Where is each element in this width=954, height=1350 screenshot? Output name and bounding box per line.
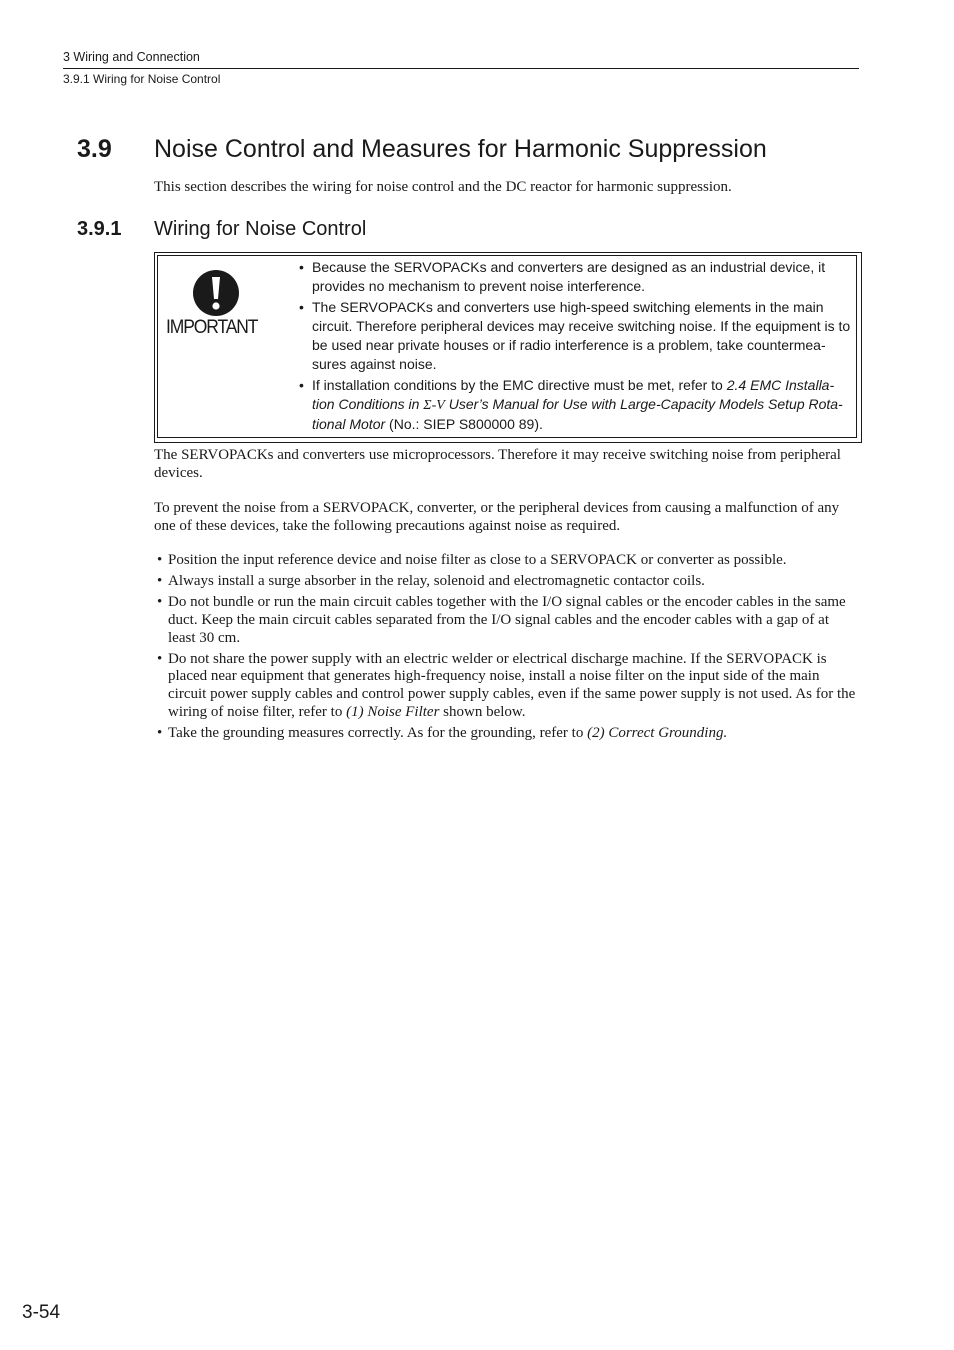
body-paragraph: To prevent the noise from a SERVOPACK, converter, or the peripheral devices from causing a malfunction of any one of these devices, take the following precautions against noise as required. [154,500,840,534]
important-notice-inner [157,255,857,438]
section-title: Noise Control and Measures for Harmonic Suppression [154,135,767,163]
bullet: • [157,724,163,741]
bullet: • [299,259,304,275]
important-item-text: If installation conditions by the EMC directive must be met, refer to [312,376,727,393]
precaution-text-end: shown below. [439,703,526,720]
bullet: • [157,572,163,589]
bullet: • [299,376,304,393]
noise-filter-link[interactable]: (1) Noise Filter [346,703,440,720]
header-rule [63,68,859,69]
sigma-v-mark: Σ-V [423,398,445,414]
running-head-section: 3.9.1 Wiring for Noise Control [63,72,221,86]
subsection-heading [77,216,867,242]
important-list [298,258,856,436]
bullet: • [157,650,163,667]
section-intro: This section describes the wiring for noise control and the DC reactor for harmonic suppression. [154,179,732,195]
important-item [298,298,856,375]
body-paragraph: The SERVOPACKs and converters use microprocessors. Therefore it may receive switching noise from peripheral devices. [154,447,841,481]
manual-reference-a: 2.4 EMC Installa-tion Conditions in [312,376,835,413]
section-heading [77,133,867,165]
running-head-chapter: 3 Wiring and Connection [63,50,200,64]
precautions-list [157,552,859,746]
important-label: IMPORTANT [166,317,258,338]
precaution-text: Take the grounding measures correctly. As for the grounding, refer to [168,724,588,741]
precaution-text: Position the input reference device and noise filter as close to a SERVOPACK or converter as possible. [168,552,787,568]
bullet: • [299,298,304,315]
manual-reference-b: User’s Manual for Use with Large-Capacity Models Setup Rota-tional Motor [312,396,843,433]
precaution-text: Always install a surge absorber in the relay, solenoid and electromagnetic contactor coils. [168,572,705,589]
important-notice-box [154,252,862,443]
section-number: 3.9 [77,135,112,163]
manual-number: (No.: SIEP S800000 89). [385,416,543,433]
bullet: • [157,593,163,610]
correct-grounding-link[interactable]: (2) Correct Grounding. [587,724,728,741]
page-number: 3-54 [22,1302,61,1323]
exclamation-circle-icon [192,269,240,317]
bullet: • [157,552,163,568]
precaution-item [157,725,859,743]
subsection-number: 3.9.1 [77,218,122,240]
precaution-item [157,552,859,570]
important-item [298,258,856,297]
running-head [63,50,859,86]
precaution-item [157,573,859,591]
precaution-text: Do not share the power supply with an electric welder or electrical discharge machine. If the SERVOPACK is placed near equipment that generates high-frequency noise, install a noise filter on the input side of the main circuit power supply cables and control power supply cables, even if the same power supply is not used. As for the wiring of noise filter, refer to [168,650,856,720]
precaution-item [157,651,859,722]
important-item-text: Because the SERVOPACKs and converters are designed as an industrial device, it provides no mechanism to prevent noise interference. [312,259,826,295]
important-item-text: The SERVOPACKs and converters use high-speed switching elements in the main circuit. Therefore peripheral devices may receive switching noise. If the equipment is to be used near private houses or if radio interference is a problem, take countermea-sures against noise. [312,298,851,373]
subsection-title: Wiring for Noise Control [154,218,367,240]
precaution-item [157,594,859,647]
precaution-text: Do not bundle or run the main circuit cables together with the I/O signal cables or the encoder cables in the same duct. Keep the main circuit cables separated from the I/O signal cables and the encoder cables with a gap of at least 30 cm. [168,593,846,646]
important-item [298,376,856,435]
